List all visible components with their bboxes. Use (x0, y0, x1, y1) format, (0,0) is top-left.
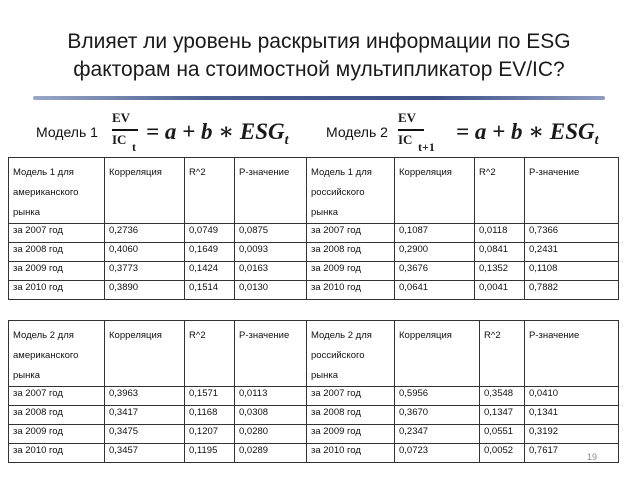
cell-r-squared: 0,0118 (475, 224, 525, 243)
slide-title-line-1: Влияет ли уровень раскрытия информации по ESG (67, 30, 571, 53)
cell-year: за 2009 год (307, 425, 395, 444)
model-1-denominator: IC (112, 132, 127, 147)
cell-p-value: 0,0289 (235, 444, 307, 463)
cell-r-squared: 0,1514 (185, 281, 235, 300)
cell-r-squared: 0,1207 (185, 425, 235, 444)
cell-year: за 2008 год (9, 243, 105, 262)
cell-p-value: 0,0130 (235, 281, 307, 300)
cell-correlation: 0,1087 (395, 224, 475, 243)
cell-p-value: 0,7617 (525, 444, 619, 463)
cell-p-value: 0,0308 (235, 406, 307, 425)
cell-year: за 2007 год (9, 387, 105, 406)
table-row (9, 262, 619, 281)
model-1-denominator-subscript: t (132, 140, 136, 154)
model-2-label: Модель 2 (326, 124, 388, 140)
slide-title (0, 28, 638, 84)
cell-correlation: 0,3676 (395, 262, 475, 281)
table-row (9, 425, 619, 444)
header-r-squared: R^2 (480, 321, 525, 387)
header-correlation: Корреляция (395, 158, 475, 224)
model-1-formula (112, 110, 322, 154)
cell-r-squared: 0,1571 (185, 387, 235, 406)
model-2-numerator: EV (398, 110, 417, 125)
header-r-squared: R^2 (185, 158, 235, 224)
cell-p-value: 0,0410 (525, 387, 619, 406)
cell-p-value: 0,7882 (525, 281, 619, 300)
model-1-numerator: EV (112, 110, 131, 125)
table-row (9, 406, 619, 425)
table-row (9, 224, 619, 243)
cell-year: за 2009 год (9, 262, 105, 281)
cell-r-squared: 0,0749 (185, 224, 235, 243)
header-us-market: Модель 1 для американского рынка (9, 158, 105, 224)
cell-year: за 2010 год (307, 444, 395, 463)
table-row (9, 243, 619, 262)
cell-year: за 2010 год (9, 281, 105, 300)
header-ru-market: Модель 1 для российского рынка (307, 158, 395, 224)
cell-correlation: 0,0641 (395, 281, 475, 300)
fraction-bar (398, 129, 424, 131)
cell-correlation: 0,3773 (105, 262, 185, 281)
header-p-value: P-значение (525, 321, 619, 387)
cell-correlation: 0,3475 (105, 425, 185, 444)
model-2-rhs-subscript: t (594, 133, 599, 148)
cell-r-squared: 0,0041 (475, 281, 525, 300)
cell-year: за 2007 год (307, 224, 395, 243)
model-2-denominator: IC (398, 132, 413, 147)
model-2-formula (398, 110, 628, 154)
table-row (9, 444, 619, 463)
cell-p-value: 0,7366 (525, 224, 619, 243)
cell-correlation: 0,5956 (395, 387, 480, 406)
cell-r-squared: 0,1347 (480, 406, 525, 425)
table-row (9, 387, 619, 406)
model-2-rhs-expression: = a + b ∗ ESG (456, 119, 595, 144)
title-divider (33, 96, 605, 100)
cell-correlation: 0,2736 (105, 224, 185, 243)
header-r-squared: R^2 (185, 321, 235, 387)
cell-year: за 2010 год (9, 444, 105, 463)
header-correlation: Корреляция (105, 321, 185, 387)
model-1-rhs (146, 118, 289, 149)
cell-p-value: 0,0163 (235, 262, 307, 281)
cell-year: за 2009 год (9, 425, 105, 444)
cell-correlation: 0,3457 (105, 444, 185, 463)
cell-correlation: 0,3963 (105, 387, 185, 406)
cell-correlation: 0,3890 (105, 281, 185, 300)
slide-page-number: 19 (587, 452, 598, 462)
cell-r-squared: 0,0551 (480, 425, 525, 444)
model-2-results-table (8, 320, 619, 463)
cell-r-squared: 0,0052 (480, 444, 525, 463)
cell-r-squared: 0,1424 (185, 262, 235, 281)
cell-correlation: 0,2347 (395, 425, 480, 444)
cell-year: за 2009 год (307, 262, 395, 281)
cell-year: за 2007 год (307, 387, 395, 406)
cell-correlation: 0,4060 (105, 243, 185, 262)
cell-r-squared: 0,0841 (475, 243, 525, 262)
cell-p-value: 0,0280 (235, 425, 307, 444)
cell-r-squared: 0,1352 (475, 262, 525, 281)
model-2-denominator-subscript: t+1 (418, 140, 435, 154)
cell-r-squared: 0,1195 (185, 444, 235, 463)
header-us-market: Модель 2 для американского рынка (9, 321, 105, 387)
cell-year: за 2010 год (307, 281, 395, 300)
cell-correlation: 0,3670 (395, 406, 480, 425)
cell-r-squared: 0,1649 (185, 243, 235, 262)
model-2-rhs (456, 118, 599, 149)
cell-year: за 2008 год (307, 406, 395, 425)
cell-p-value: 0,2431 (525, 243, 619, 262)
cell-p-value: 0,1341 (525, 406, 619, 425)
cell-r-squared: 0,3548 (480, 387, 525, 406)
table-header-row (9, 321, 619, 387)
header-correlation: Корреляция (105, 158, 185, 224)
slide-title-line-2: факторам на стоимостной мультипликатор EV/IC? (73, 58, 565, 81)
header-r-squared: R^2 (475, 158, 525, 224)
cell-correlation: 0,3417 (105, 406, 185, 425)
cell-p-value: 0,0875 (235, 224, 307, 243)
cell-p-value: 0,3192 (525, 425, 619, 444)
cell-year: за 2008 год (307, 243, 395, 262)
model-1-results-table (8, 157, 619, 300)
cell-p-value: 0,0113 (235, 387, 307, 406)
header-p-value: P-значение (525, 158, 619, 224)
header-ru-market: Модель 2 для российского рынка (307, 321, 395, 387)
cell-correlation: 0,2900 (395, 243, 475, 262)
header-p-value: P-значение (235, 321, 307, 387)
cell-year: за 2007 год (9, 224, 105, 243)
cell-r-squared: 0,1168 (185, 406, 235, 425)
cell-p-value: 0,0093 (235, 243, 307, 262)
table-row (9, 281, 619, 300)
table-header-row (9, 158, 619, 224)
cell-p-value: 0,1108 (525, 262, 619, 281)
model-1-rhs-subscript: t (284, 133, 289, 148)
cell-correlation: 0,0723 (395, 444, 480, 463)
fraction-bar (112, 129, 138, 131)
header-p-value: P-значение (235, 158, 307, 224)
model-1-rhs-expression: = a + b ∗ ESG (146, 119, 285, 144)
header-correlation: Корреляция (395, 321, 480, 387)
model-1-label: Модель 1 (36, 124, 98, 140)
cell-year: за 2008 год (9, 406, 105, 425)
